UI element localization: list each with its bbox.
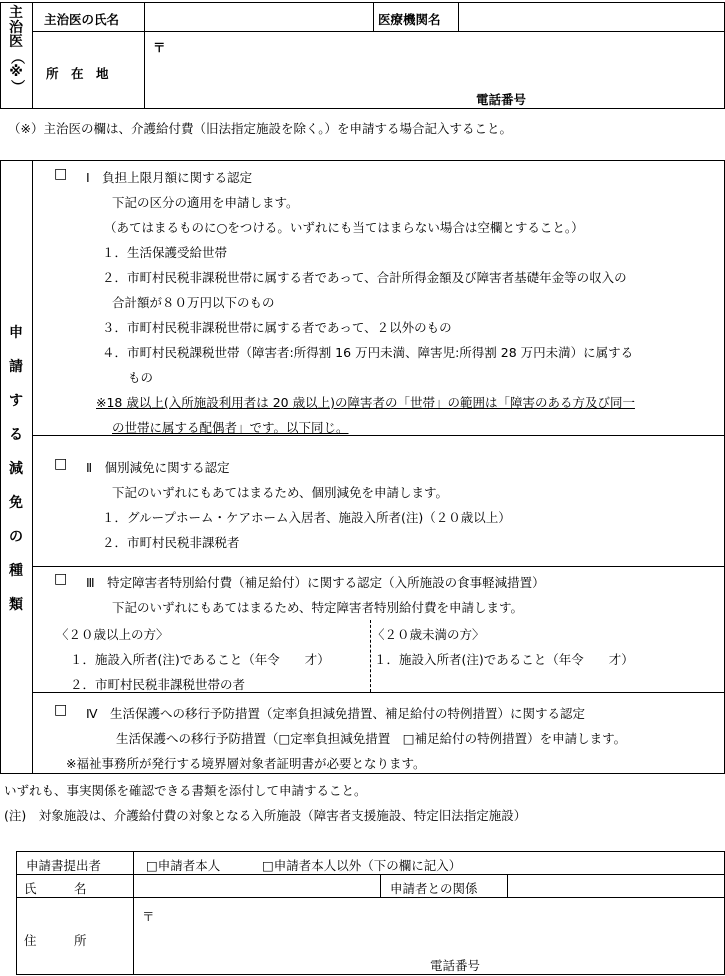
side-char: 治: [9, 19, 23, 36]
notes-line-2: (注) 対象施設は、介護給付費の対象となる入所施設（障害者支援施設、特定旧法指定施設）: [4, 808, 527, 823]
submitter-address-label: 住 所: [24, 933, 87, 948]
doctor-phone-field[interactable]: [540, 88, 722, 108]
sec1-line2: （あてはまるものに○をつける。いずれにも当てはまらない場合は空欄とすること。）: [104, 220, 584, 235]
doctor-address-label: 所 在 地: [46, 66, 109, 81]
sec3-left-item-1[interactable]: １．施設入所者(注)であること（年令 才）: [70, 652, 330, 667]
side-char: 免: [9, 495, 23, 511]
sec3-line1: 下記のいずれにもあてはまるため、特定障害者特別給付費を申請します。: [112, 600, 524, 615]
divider: [32, 31, 725, 32]
sec3-right-head: 〈２０歳未満の方〉: [372, 627, 485, 642]
divider: [16, 897, 725, 898]
side-char: 医: [9, 34, 23, 51]
side-char: 種: [9, 563, 23, 579]
side-char: 減: [9, 461, 23, 477]
doctor-name-label: 主治医の氏名: [44, 12, 120, 27]
divider: [32, 160, 33, 774]
side-char: （: [8, 50, 25, 65]
sec3-left-item-2[interactable]: ２．市町村民税非課税世帯の者: [70, 677, 246, 692]
submitter-address-field[interactable]: [135, 899, 723, 951]
side-char: ※: [9, 63, 23, 80]
doctor-note: （※）主治医の欄は、介護給付費（旧法指定施設を除く。）を申請する場合記入すること。: [8, 121, 512, 136]
side-char: 請: [9, 359, 23, 375]
side-char: 申: [9, 325, 23, 341]
sec1-item-2-cont: 合計額が８０万円以下のもの: [112, 295, 275, 310]
submitter-name-label: 氏 名: [24, 881, 87, 896]
submitter-phone-label: 電話番号: [430, 958, 481, 973]
postal-mark: 〒: [153, 40, 166, 55]
divider: [32, 2, 33, 109]
sec1-note-1: ※18 歳以上(入所施設利用者は 20 歳以上)の障害者の「世帯」の範囲は「障害のある方及び同一: [96, 395, 635, 410]
sec2-item-1[interactable]: １．グループホーム・ケアホーム入居者、施設入所者(注)（２０歳以上）: [102, 510, 511, 525]
column-divider: [370, 620, 371, 692]
facility-label: 医療機関名: [378, 12, 441, 27]
doctor-phone-label: 電話番号: [476, 92, 527, 107]
sec3-title: Ⅲ 特定障害者特別給付費（補足給付）に関する認定（入所施設の食事軽減措置）: [86, 575, 545, 590]
sec4-line2: ※福祉事務所が発行する境界層対象者証明書が必要となります。: [66, 756, 426, 771]
sec4-title: Ⅳ 生活保護への移行予防措置（定率負担減免措置、補足給付の特例措置）に関する認定: [86, 706, 586, 721]
divider: [380, 874, 381, 897]
sec1-item-4-cont: もの: [128, 370, 154, 385]
sec2-title: Ⅱ 個別減免に関する認定: [86, 460, 230, 475]
sec2-checkbox[interactable]: □: [54, 456, 68, 472]
sec3-checkbox[interactable]: □: [54, 571, 68, 587]
divider: [16, 874, 725, 875]
submitter-option-self[interactable]: □申請者本人: [146, 858, 221, 873]
divider: [507, 874, 508, 897]
side-char: 主: [9, 5, 23, 21]
sec1-item-3[interactable]: ３．市町村民税非課税世帯に属する者であって、２以外のもの: [102, 320, 452, 335]
side-char: る: [9, 427, 23, 443]
doctor-name-field[interactable]: [146, 4, 371, 30]
sec1-note-2: の世帯に属する配偶者」です。以下同じ。: [112, 420, 349, 435]
side-char: ）: [8, 79, 25, 94]
side-char: 類: [9, 597, 23, 613]
relation-label: 申請者との関係: [390, 881, 478, 896]
submitter-postal-mark: 〒: [142, 909, 155, 924]
submitter-phone-field[interactable]: [496, 953, 722, 973]
sec4-checkbox[interactable]: □: [54, 702, 68, 718]
reduction-side-label: [4, 316, 28, 622]
sec1-title: Ⅰ 負担上限月額に関する認定: [86, 170, 253, 185]
sec4-line1[interactable]: 生活保護への移行予防措置（□定率負担減免措置 □補足給付の特例措置）を申請します。: [116, 731, 627, 746]
doctor-address-field[interactable]: [146, 33, 722, 88]
side-char: の: [9, 529, 23, 545]
sec1-line1: 下記の区分の適用を申請します。: [112, 195, 299, 210]
sec1-item-1[interactable]: １．生活保護受給世帯: [102, 245, 228, 260]
facility-field[interactable]: [460, 4, 722, 30]
notes-line-1: いずれも、事実関係を確認できる書類を添付して申請すること。: [4, 783, 367, 798]
sec3-left-head: 〈２０歳以上の方〉: [56, 627, 169, 642]
submitter-name-field[interactable]: [135, 876, 378, 896]
relation-field[interactable]: [509, 876, 723, 896]
sec1-item-2[interactable]: ２．市町村民税非課税世帯に属する者であって、合計所得金額及び障害者基礎年金等の収入の: [102, 270, 627, 285]
doctor-side-label: [5, 6, 27, 94]
divider: [458, 2, 459, 31]
sec1-checkbox[interactable]: □: [54, 166, 68, 182]
divider: [144, 2, 145, 109]
divider: [373, 2, 374, 31]
submitter-label: 申請書提出者: [26, 858, 102, 873]
sec1-item-4[interactable]: ４．市町村民税課税世帯（障害者:所得割 16 万円未満、障害児:所得割 28 万円未満）に属する: [102, 345, 634, 360]
submitter-option-other[interactable]: □申請者本人以外（下の欄に記入）: [262, 858, 462, 873]
sec2-line1: 下記のいずれにもあてはまるため、個別減免を申請します。: [112, 485, 449, 500]
sec2-item-2[interactable]: ２．市町村民税非課税者: [102, 535, 240, 550]
side-char: す: [9, 393, 23, 409]
divider: [32, 566, 725, 567]
divider: [133, 851, 134, 975]
sec3-right-item-1[interactable]: １．施設入所者(注)であること（年令 才）: [374, 652, 634, 667]
